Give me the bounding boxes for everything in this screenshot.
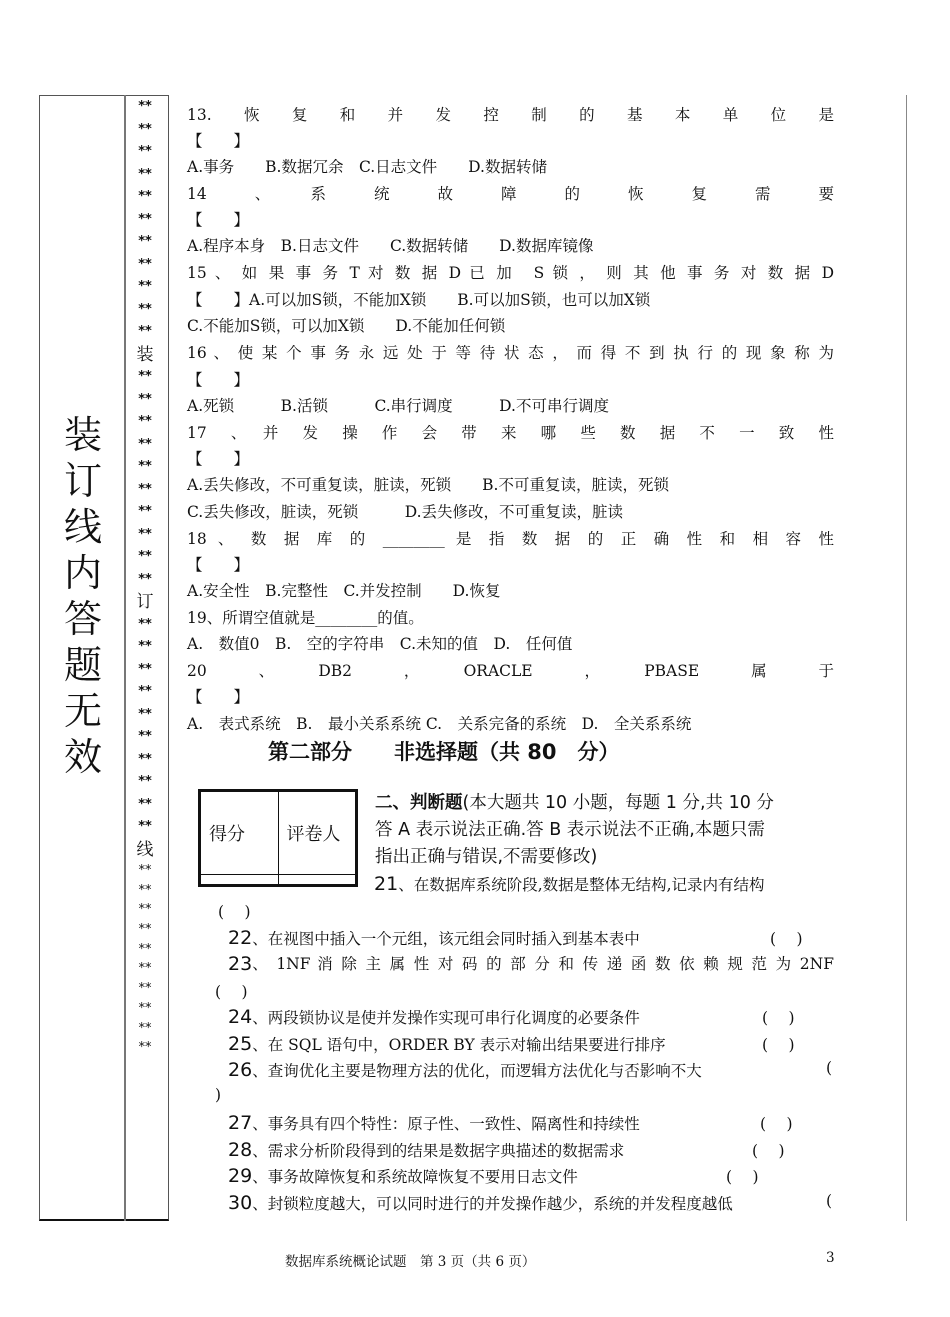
judgement-question	[228, 927, 640, 950]
question-number: 30	[228, 1192, 253, 1214]
question-number: 28	[228, 1139, 253, 1161]
binding-stars: **	[138, 369, 152, 384]
judgement-question	[228, 1165, 578, 1188]
binding-stars: **	[138, 121, 152, 137]
question-text: 、封锁粒度越大，可以同时进行的并发操作越少，系统的并发程度越低	[252, 1195, 733, 1213]
question-line: 【 】A.可以加S锁，不能加X锁 B.可以加S锁，也可以加X锁	[187, 291, 651, 309]
binding-stars: **	[138, 796, 152, 812]
binding-stars: **	[138, 1000, 152, 1016]
answer-blank[interactable]: ( )	[770, 930, 803, 948]
binding-notice: 装订线内答题无效	[63, 413, 102, 779]
question-line: 【 】	[187, 688, 250, 706]
judgement-question	[228, 1059, 702, 1082]
binding-stars: **	[138, 922, 152, 938]
question-line: 17 、 并 发 操 作 会 带 来 哪 些 数 据 不 一 致 性	[187, 424, 834, 442]
binding-stars: **	[138, 166, 152, 182]
question-text: 、两段锁协议是使并发操作实现可串行化调度的必要条件	[252, 1009, 640, 1027]
answer-blank[interactable]: ( )	[762, 1036, 795, 1054]
binding-stars: **	[138, 189, 152, 204]
binding-stars: **	[138, 706, 152, 722]
right-margin-line	[906, 95, 907, 1221]
question-line: A.死锁 B.活锁 C.串行调度 D.不可串行调度	[187, 397, 609, 415]
footer-title: 数据库系统概论试题 第 3 页（共 6 页）	[285, 1254, 536, 1270]
binding-stars: **	[138, 504, 152, 519]
binding-stars: **	[138, 571, 152, 587]
binding-stars: **	[138, 616, 152, 632]
binding-stars: **	[138, 99, 152, 114]
question-number: 26	[228, 1059, 253, 1081]
score-header: 得分	[200, 791, 279, 875]
question-number: 25	[228, 1033, 253, 1055]
question-number: 29	[228, 1165, 253, 1187]
binding-stars: **	[138, 684, 152, 699]
binding-stars: **	[138, 144, 152, 159]
page-number: 3	[826, 1250, 835, 1266]
answer-blank[interactable]: (	[826, 1192, 833, 1210]
binding-stars: **	[138, 211, 152, 227]
binding-stars: **	[138, 549, 152, 564]
binding-stars: **	[138, 279, 152, 294]
question-number: 21	[374, 873, 399, 895]
binding-stars: **	[138, 391, 152, 407]
section-title: 二、判断题	[375, 793, 463, 813]
question-line: 【 】	[187, 556, 250, 574]
question-text: 、在 SQL 语句中，ORDER BY 表示对输出结果要进行排序	[252, 1036, 666, 1054]
question-line: 18 、 数 据 库 的 ________ 是 指 数 据 的 正 确 性 和 相 容 性	[187, 530, 834, 548]
question-text: 、事务具有四个特性：原子性、一致性、隔离性和持续性	[252, 1115, 640, 1133]
binding-char: 订	[136, 592, 154, 612]
binding-stars: **	[138, 902, 152, 918]
binding-stars: **	[138, 459, 152, 474]
binding-char: 装	[136, 344, 154, 365]
binding-stars: **	[138, 1040, 152, 1056]
question-text: 、在视图中插入一个元组，该元组会同时插入到基本表中	[252, 930, 640, 948]
judgement-question	[228, 1112, 640, 1135]
answer-blank[interactable]: ( )	[726, 1168, 759, 1186]
section-desc: 答 A 表示说法正确.答 B 表示说法不正确,本题只需	[375, 820, 765, 840]
judgement-question	[228, 1192, 733, 1215]
question-line: A.安全性 B.完整性 C.并发控制 D.恢复	[187, 582, 501, 600]
judgement-question	[228, 1033, 666, 1056]
question-line: 13. 恢 复 和 并 发 控 制 的 基 本 单 位 是	[187, 106, 834, 124]
answer-blank[interactable]: (	[826, 1059, 833, 1077]
binding-stars: **	[138, 941, 152, 957]
question-line: 20 、 DB2 ， ORACLE ， PBASE 属 于	[187, 662, 834, 680]
binding-stars: **	[138, 256, 152, 272]
binding-stars: **	[138, 481, 152, 497]
question-line: C.不能加S锁，可以加X锁 D.不能加任何锁	[187, 317, 506, 335]
question-line: 【 】	[187, 450, 250, 468]
question-text: 、在数据库系统阶段,数据是整体无结构,记录内有结构	[398, 876, 765, 894]
part2-heading: 第二部分 非选择题（共 80 分）	[268, 740, 620, 764]
answer-blank[interactable]: ( )	[215, 983, 248, 1001]
binding-stars: **	[138, 863, 152, 878]
binding-stars: **	[138, 324, 152, 339]
question-line: 16 、 使 某 个 事 务 永 远 处 于 等 待 状 态 ， 而 得 不 到 执 行 的 现 象 称 为	[187, 344, 834, 362]
question-line: A. 数值0 B. 空的字符串 C.未知的值 D. 任何值	[187, 635, 573, 653]
binding-stars: **	[138, 436, 152, 452]
question-line: A.事务 B.数据冗余 C.日志文件 D.数据转储	[187, 158, 547, 176]
question-line: 14 、 系 统 故 障 的 恢 复 需 要	[187, 185, 834, 203]
question-text: 、需求分析阶段得到的结果是数据字典描述的数据需求	[252, 1142, 625, 1160]
question-line: A. 表式系统 B. 最小关系系统 C. 关系完备的系统 D. 全关系系统	[187, 715, 692, 733]
binding-stars: **	[138, 301, 152, 317]
score-cell[interactable]	[200, 874, 279, 885]
binding-stars: **	[138, 882, 152, 898]
section-header	[375, 790, 835, 817]
answer-blank[interactable]: ( )	[762, 1009, 795, 1027]
question-line: 【 】	[187, 132, 250, 150]
binding-stars: **	[138, 1020, 152, 1036]
question-line: A.程序本身 B.日志文件 C.数据转储 D.数据库镜像	[187, 237, 594, 255]
score-table	[198, 789, 358, 887]
answer-blank[interactable]: ( )	[752, 1142, 785, 1160]
question-text: 、事务故障恢复和系统故障恢复不要用日志文件	[252, 1168, 578, 1186]
binding-stars: **	[138, 774, 152, 789]
binding-stars: **	[138, 819, 152, 834]
answer-blank[interactable]: ( )	[218, 903, 251, 921]
answer-blank[interactable]: ( )	[760, 1115, 793, 1133]
grader-cell[interactable]	[278, 874, 357, 885]
question-line: 15 、 如 果 事 务 T 对 数 据 D 已 加 S 锁 ， 则 其 他 事 务 对 数 据 D	[187, 264, 834, 282]
binding-stars: **	[138, 751, 152, 767]
question-line: 19、所谓空值就是________的值。	[187, 609, 424, 627]
binding-char: 线	[136, 839, 154, 860]
binding-stars: **	[138, 961, 152, 977]
binding-stars: **	[138, 639, 152, 654]
question-number: 22	[228, 927, 253, 949]
question-number: 24	[228, 1006, 253, 1028]
judgement-question	[228, 1139, 624, 1162]
binding-stars: **	[138, 234, 152, 249]
binding-stars: **	[138, 729, 152, 744]
judgement-question	[228, 1006, 640, 1029]
grader-header: 评卷人	[278, 791, 357, 875]
question-line: 【 】	[187, 211, 250, 229]
binding-stars: **	[138, 981, 152, 997]
question-text: 、 1NF 消 除 主 属 性 对 码 的 部 分 和 传 递 函 数 依 赖 规 范 为 2NF	[252, 955, 834, 973]
question-line: C.丢失修改，脏读，死锁 D.丢失修改，不可重复读，脏读	[187, 503, 624, 521]
section-desc: 指出正确与错误,不需要修改)	[375, 847, 598, 867]
section-desc: (本大题共 10 小题，每题 1 分,共 10 分	[462, 793, 774, 813]
binding-stars: **	[138, 414, 152, 429]
question-number: 27	[228, 1112, 253, 1134]
question-line: 【 】	[187, 371, 250, 389]
answer-blank-close: )	[215, 1086, 222, 1104]
question-number: 23	[228, 953, 253, 975]
binding-divider	[124, 95, 126, 1221]
binding-line-column	[130, 96, 160, 1058]
question-text: 、查询优化主要是物理方法的优化，而逻辑方法优化与否影响不大	[252, 1062, 702, 1080]
judgement-question	[374, 873, 765, 896]
binding-stars: **	[138, 661, 152, 677]
binding-stars: **	[138, 526, 152, 542]
judgement-question	[228, 953, 834, 975]
question-line: A.丢失修改，不可重复读，脏读，死锁 B.不可重复读，脏读，死锁	[187, 476, 669, 494]
